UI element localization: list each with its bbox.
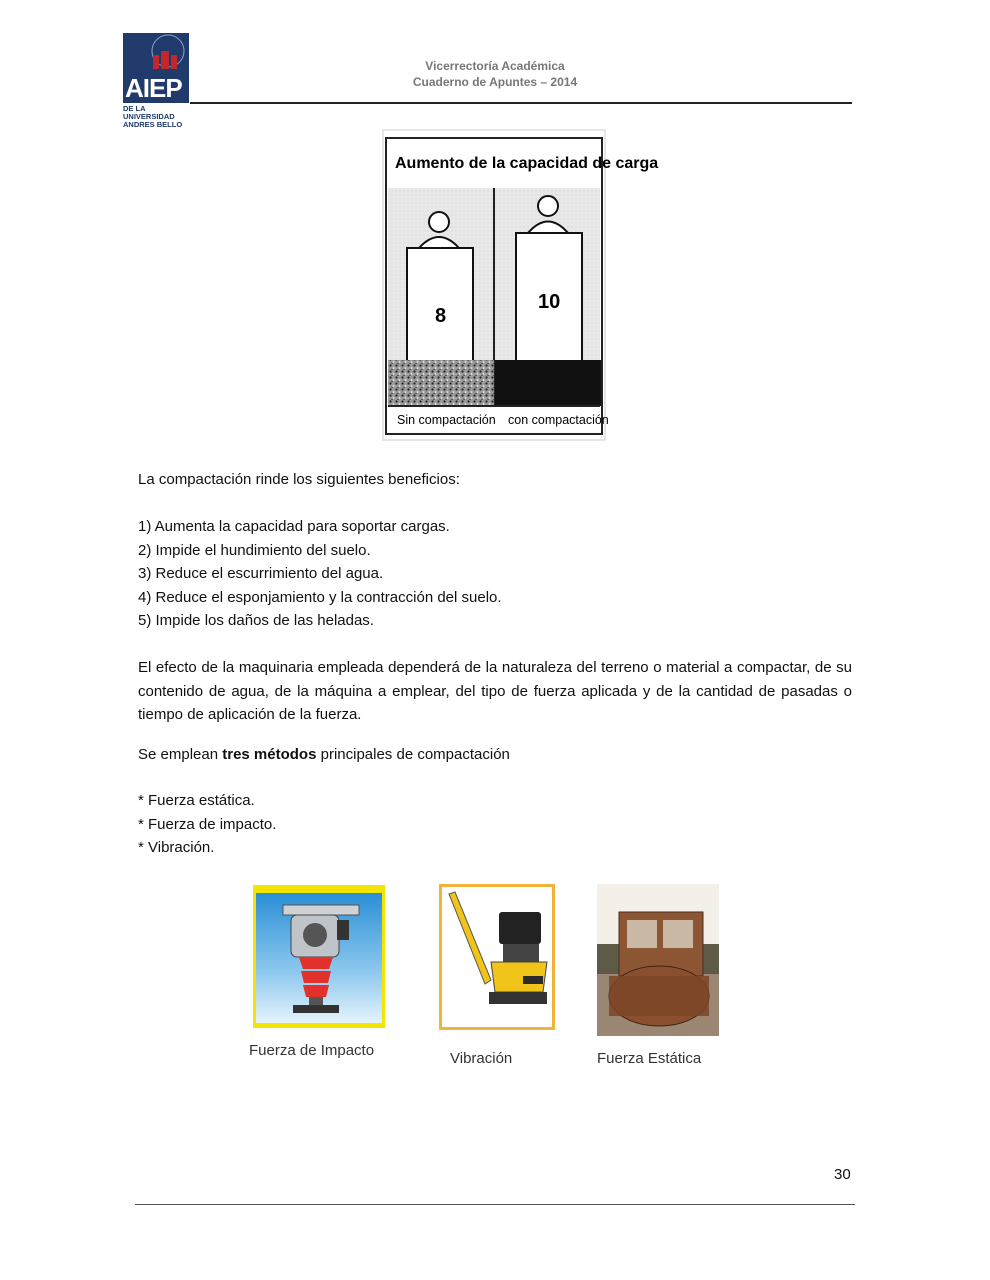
vibratory-plate-photo — [439, 884, 555, 1030]
methods-emphasis: tres métodos — [222, 746, 317, 763]
load-capacity-figure — [383, 130, 659, 440]
figure-title: Aumento de la capacidad de carga — [395, 155, 659, 172]
machinery-paragraph: El efecto de la maquinaria empleada dependerá de la naturaleza del terreno o material a compactar, de su contenido de agua, de la máquina a emplear, del tipo de fuerza aplicada y de la cantidad de pasadas o tiempo de aplicación de la fuerza. — [138, 659, 852, 723]
list-item: 3) Reduce el escurrimiento del agua. — [138, 565, 384, 582]
list-item: * Fuerza estática. — [138, 792, 255, 809]
footer-rule — [135, 1204, 855, 1205]
list-item: 5) Impide los daños de las heladas. — [138, 612, 374, 629]
left-load-value: 8 — [435, 305, 447, 327]
aiep-logo — [123, 33, 189, 129]
benefits-list — [138, 515, 852, 633]
left-label: Sin compactación — [397, 413, 496, 427]
benefits-intro: La compactación rinde los siguientes beneficios: — [138, 471, 460, 488]
logo-name: AIEP — [125, 73, 182, 103]
list-item: * Fuerza de impacto. — [138, 815, 277, 833]
list-item: 4) Reduce el esponjamiento y la contracción del suelo. — [138, 588, 502, 606]
header-rule — [190, 102, 852, 104]
methods-intro: Se emplean tres métodos principales de compactación — [138, 746, 510, 763]
impact-rammer-photo — [253, 885, 385, 1028]
header-line-1: Vicerrectoría Académica — [425, 59, 565, 73]
header-title — [380, 58, 610, 90]
right-load-value: 10 — [538, 291, 561, 313]
page-number: 30 — [834, 1166, 851, 1183]
header-line-2: Cuaderno de Apuntes – 2014 — [412, 75, 578, 89]
right-label: con compactación — [508, 413, 609, 427]
list-item: * Vibración. — [138, 839, 215, 856]
methods-list — [138, 789, 852, 860]
vibration-caption: Vibración — [450, 1050, 513, 1067]
static-roller-photo — [597, 884, 719, 1036]
logo-subtitle: DE LA UNIVERSIDAD ANDRES BELLO — [123, 104, 183, 129]
list-item: 1) Aumenta la capacidad para soportar cargas. — [138, 518, 450, 535]
list-item: 2) Impide el hundimiento del suelo. — [138, 541, 371, 559]
static-caption: Fuerza Estática — [597, 1050, 702, 1067]
impact-caption: Fuerza de Impacto — [249, 1042, 375, 1059]
